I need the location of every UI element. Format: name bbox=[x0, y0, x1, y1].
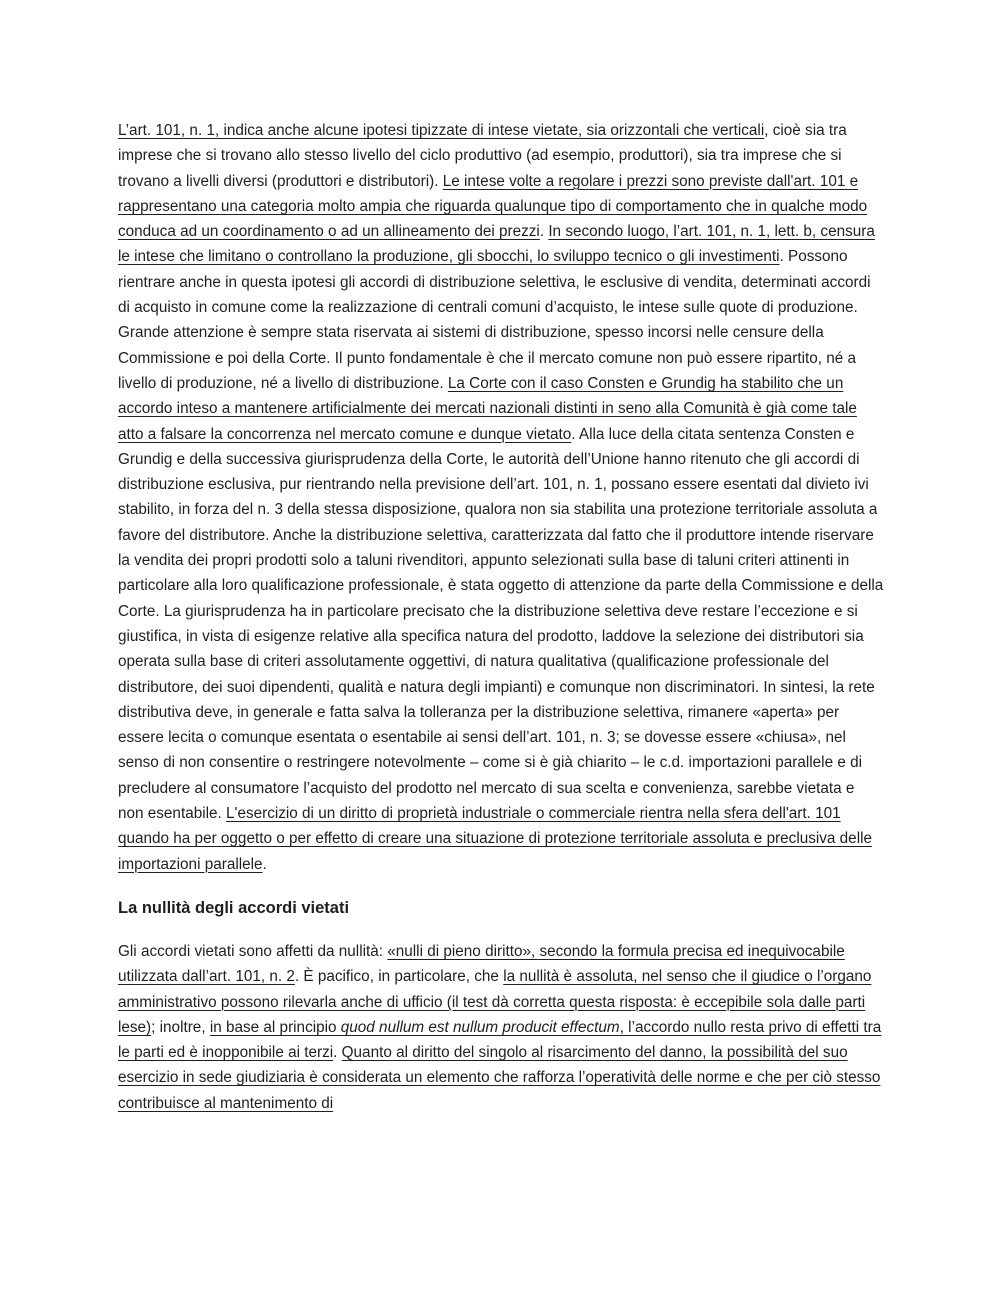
underlined-text-run: quod nullum est nullum producit effectum bbox=[340, 1018, 620, 1036]
text-run: , cioè sia tra imprese che si trovano allo stesso livello del ciclo produttivo (ad esempio, produttori), sia tra imprese che si trovano a livelli diversi (produttori e distributori). bbox=[118, 122, 847, 190]
text-run: . Alla luce della citata sentenza Consten e Grundig e della successiva giurisprudenza della Corte, le autorità dell’Unione hanno ritenuto che gli accordi di distribuzione esclusiva, pur rientrando nella previsione dell’art. 101, n. 1, possano essere esentati dal divieto ivi stabilito, in forza del n. 3 della stessa disposizione, qualora non sia stabilita una protezione territoriale assoluta a favore del distributore. Anche la distribuzione selettiva, caratterizzata dal fatto che il produttore intende riservare la vendita dei propri prodotti solo a taluni rivenditori, appunto selezionati sulla base di taluni criteri attinenti in particolare alla loro qualificazione professionale, è stata oggetto di attenzione da parte della Commissione e della Corte. La giurisprudenza ha in particolare precisato che la distribuzione selettiva deve restare l’eccezione e si giustifica, in vista di esigenze relative alla specifica natura del prodotto, laddove la selezione dei distributori sia operata sulla base di criteri assolutamente oggettivi, di natura qualitativa (qualificazione professionale del distributore, dei suoi dipendenti, qualità e natura degli impianti) e comunque non discriminatori. In sintesi, la rete distributiva deve, in generale e fatta salva la tolleranza per la distribuzione selettiva, rimanere «aperta» per essere lecita o comunque esentata o esentabile ai sensi dell’art. 101, n. 3; se dovesse essere «chiusa», nel senso di non consentire o restringere notevolmente – come si è già chiarito – le c.d. importazioni parallele e di precludere al consumatore l’acquisto del prodotto nel mercato di sua scelta e convenienza, sarebbe vietata e non esentabile. bbox=[118, 425, 884, 823]
underlined-text-run: , l’accordo nullo resta privo di effetti tra le parti ed è inopponibile ai terzi bbox=[118, 1018, 882, 1062]
text-run: . bbox=[333, 1044, 342, 1062]
text-run: Gli accordi vietati sono affetti da nullità: bbox=[118, 942, 388, 960]
text-run: . bbox=[539, 223, 549, 241]
body-paragraph-art-101 bbox=[118, 118, 884, 877]
section-heading: La nullità degli accordi vietati bbox=[118, 898, 350, 917]
underlined-text-run: In secondo luogo, l’art. 101, n. 1, lett. b, censura le intese che limitano o controllano la produzione, gli sbocchi, lo sviluppo tecnico o gli investimenti bbox=[118, 223, 875, 266]
underlined-text-run: Quanto al diritto del singolo al risarcimento del danno, la possibilità del suo esercizio in sede giudiziaria è considerata un elemento che rafforza l’operatività delle norme e che per ciò stesso contribuisce al mantenimento di bbox=[118, 1044, 881, 1112]
underlined-text-run: L’art. 101, n. 1, indica anche alcune ipotesi tipizzate di intese vietate, sia orizzontali che verticali bbox=[118, 122, 765, 139]
underlined-text-run: la nullità è assoluta, nel senso che il giudice o l’organo amministrativo possono rilevarla anche di ufficio (il test dà corretta questa risposta: è eccepibile sola dalle parti lese) bbox=[118, 968, 872, 1036]
underlined-text-run: Le intese volte a regolare i prezzi sono previste dall'art. 101 e rappresentano una categoria molto ampia che riguarda qualunque tipo di comportamento che in qualche modo conduca ad un coordinamento o ad un allineamento dei prezzi bbox=[118, 172, 868, 241]
text-run: . bbox=[262, 855, 267, 873]
underlined-text-run: in base al principio bbox=[209, 1018, 341, 1036]
underlined-text-run: «nulli di pieno diritto», secondo la formula precisa ed inequivocabile utilizzata dall’art. 101, n. 2 bbox=[118, 942, 845, 986]
text-run: . Possono rientrare anche in questa ipotesi gli accordi di distribuzione selettiva, le esclusive di vendita, determinati accordi di acquisto in comune come la realizzazione di centrali comuni d’acquisto, le intese sulle quote di produzione. Grande attenzione è sempre stata riservata ai sistemi di distribuzione, spesso incorsi nelle censure della Commissione e poi della Corte. Il punto fondamentale è che il mercato comune non può essere ripartito, né a livello di produzione, né a livello di distribuzione. bbox=[118, 248, 871, 392]
underlined-text-run: L'esercizio di un diritto di proprietà industriale o commerciale rientra nella sfera dell'art. 101 quando ha per oggetto o per effetto di creare una situazione di protezione territoriale assoluta e preclusiva delle importazioni parallele bbox=[118, 805, 872, 873]
underlined-text-run: La Corte con il caso Consten e Grundig ha stabilito che un accordo inteso a mantenere artificialmente dei mercati nazionali distinti in seno alla Comunità è già come tale atto a falsare la concorrenza nel mercato comune e dunque vietato bbox=[118, 374, 857, 443]
body-paragraph-nullita bbox=[118, 939, 884, 1116]
text-run: . È pacifico, in particolare, che bbox=[294, 968, 504, 986]
text-run: ; inoltre, bbox=[151, 1018, 210, 1036]
document-page bbox=[118, 118, 884, 1116]
